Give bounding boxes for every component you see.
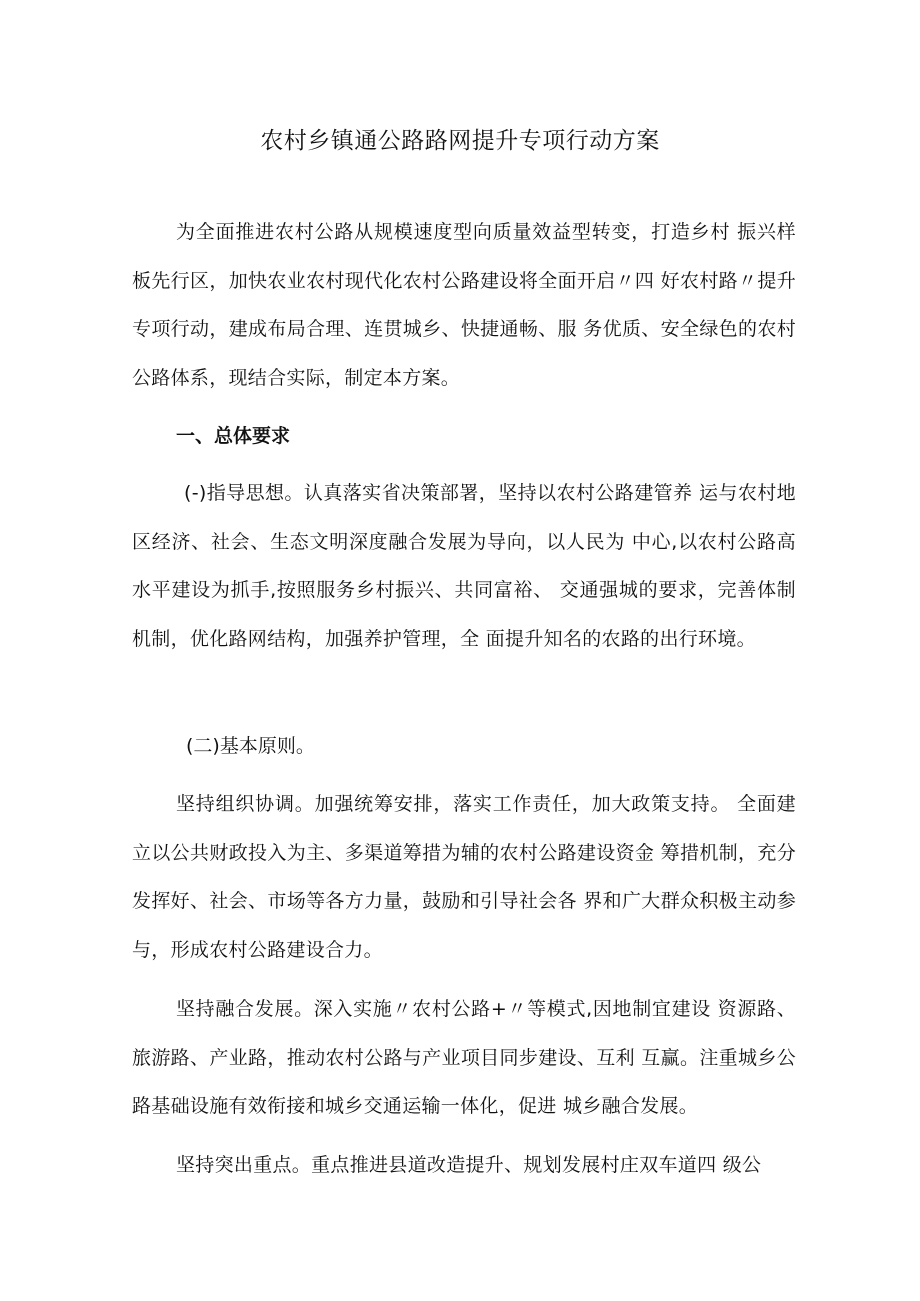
intro-paragraph: 为全面推进农村公路从规模速度型向质量效益型转变，打造乡村 振兴样板先行区，加快农业农村现代化农村公路建设将全面开启〃四 好农村路〃提升专项行动，建成布局合理、连贯城乡、快捷通畅、服 务优质、安全绿色的农村公路体系，现结合实际，制定本方案。 — [132, 221, 796, 389]
guiding-ideology-paragraph: (-)指导思想。认真落实省决策部署，坚持以农村公路建管养 运与农村地区经济、社会、生态文明深度融合发展为导向，以人民为 中心,以农村公路高水平建设为抓手,按照服务乡村振兴、共同富裕、 交通强城的要求，完善体制机制，优化路网结构，加强养护管理，全 面提升知名的农路的出行环境。 — [132, 482, 796, 650]
document-title: 农村乡镇通公路路网提升专项行动方案 — [260, 128, 660, 154]
key-focus-paragraph: 坚持突出重点。重点推进县道改造提升、规划发展村庄双车道四 级公 — [176, 1154, 762, 1176]
integrated-development-paragraph: 坚持融合发展。深入实施〃农村公路+〃等模式,因地制宜建设 资源路、旅游路、产业路，推动农村公路与产业项目同步建设、互利 互赢。注重城乡公路基础设施有效衔接和城乡交通运输一体化，促进 城乡融合发展。 — [132, 998, 796, 1117]
basic-principles-heading: (二)基本原则。 — [186, 735, 315, 757]
organization-coordination-paragraph: 坚持组织协调。加强统筹安排，落实工作责任，加大政策支持。 全面建立以公共财政投入为主、多渠道筹措为辅的农村公路建设资金 筹措机制，充分发挥好、社会、市场等各方力量，鼓励和引导社会各 界和广大群众积极主动参与，形成农村公路建设合力。 — [132, 793, 796, 961]
section-heading-general-requirements: 一、总体要求 — [176, 425, 291, 447]
